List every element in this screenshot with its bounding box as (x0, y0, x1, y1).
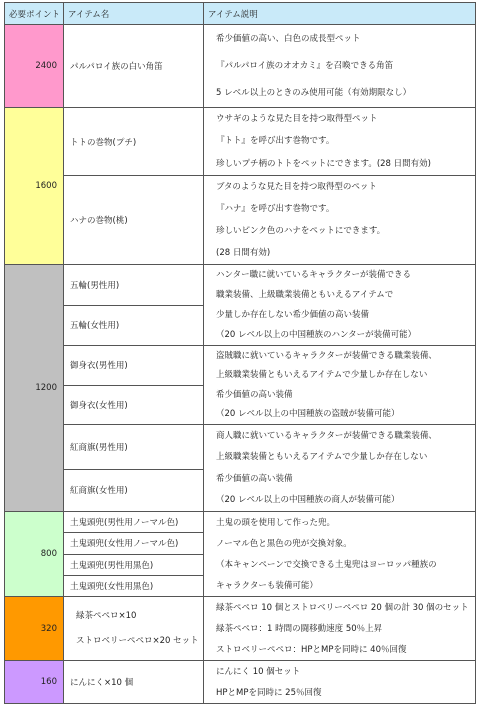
item-description: にんにく 10 個セット HPとMPを同時に 25％回復 (204, 661, 476, 704)
table-row (5, 597, 476, 661)
header-points: 必要ポイント (5, 3, 64, 25)
item-name: パルパロイ族の白い角笛 (64, 25, 204, 108)
table-row (5, 108, 476, 176)
item-name: 土鬼頭兜(男性用黒色) (64, 554, 204, 575)
item-name: 紅商旗(女性用) (64, 469, 204, 512)
item-name: ハナの巻物(桃) (64, 176, 204, 265)
item-name: 緑茶ペペロ×10 ストロベリーペペロ×20 セット (64, 597, 204, 661)
item-name: 五輪(男性用) (64, 265, 204, 306)
header-row (5, 3, 476, 25)
table-row (5, 512, 476, 533)
item-description: ブタのような見た目を持つ取得型のペット 『ハナ』を呼び出す巻物です。 珍しいピンク色のハナをペットにできます。 (28 日間有効) (204, 176, 476, 265)
points-cell: 320 (5, 597, 64, 661)
item-description: 盗賊職に就いているキャラクターが装備できる職業装備、 上級職業装備ともいえるアイテムで少量しか存在しない 希少価値の高い装備 （20 レベル以上の中国種族の盗賊が装備可能） (204, 346, 476, 425)
items-table (4, 2, 476, 704)
item-description: 土鬼の頭を使用して作った兜。 ノーマル色と黒色の兜が交換対象。 （本キャンペーンで交換できる土鬼兜はヨーロッパ種族の キャラクターも装備可能） (204, 512, 476, 597)
item-description: ハンター職に就いているキャラクターが装備できる 職業装備、上級職業装備ともいえるアイテムで 少量しか存在しない希少価値の高い装備 （20 レベル以上の中国種族のハンターが装備可能） (204, 265, 476, 346)
item-name: 御身衣(男性用) (64, 346, 204, 386)
item-description: 希少価値の高い、白色の成長型ペット 『パルパロイ族のオオカミ』を召喚できる角笛 5 レベル以上のときのみ使用可能（有効期限なし） (204, 25, 476, 108)
item-description: 商人職に就いているキャラクターが装備できる職業装備、 上級職業装備ともいえるアイテムで少量しか存在しない 希少価値の高い装備 （20 レベル以上の中国種族の商人が装備可能） (204, 425, 476, 512)
points-cell: 1200 (5, 265, 64, 512)
table-row (5, 265, 476, 306)
item-name: 土鬼頭兜(女性用黒色) (64, 575, 204, 596)
table-row (5, 661, 476, 704)
table-row (5, 346, 476, 386)
item-name: にんにく×10 個 (64, 661, 204, 704)
item-description: 緑茶ペペロ 10 個とストロベリーペペロ 20 個の計 30 個のセット 緑茶ペペロ：1 時間の闘移動速度 50％上昇 ストロベリーペペロ：HPとMPを同時に 40％回復 (204, 597, 476, 661)
points-cell: 2400 (5, 25, 64, 108)
table-row (5, 25, 476, 108)
item-name: 五輪(女性用) (64, 305, 204, 346)
item-name: 土鬼頭兜(女性用ノーマル色) (64, 533, 204, 554)
item-name: トトの巻物(プチ) (64, 108, 204, 176)
header-desc: アイテム説明 (204, 3, 476, 25)
points-cell: 800 (5, 512, 64, 597)
item-name: 土鬼頭兜(男性用ノーマル色) (64, 512, 204, 533)
items-table-wrapper (4, 2, 476, 704)
table-row (5, 425, 476, 470)
header-name: アイテム名 (64, 3, 204, 25)
table-row (5, 176, 476, 265)
item-name: 紅商旗(男性用) (64, 425, 204, 470)
item-name: 御身衣(女性用) (64, 385, 204, 425)
item-description: ウサギのような見た目を持つ取得型ペット 『トト』を呼び出す巻物です。 珍しいプチ柄のトトをペットにできます。(28 日間有効) (204, 108, 476, 176)
points-cell: 160 (5, 661, 64, 704)
points-cell: 1600 (5, 108, 64, 265)
